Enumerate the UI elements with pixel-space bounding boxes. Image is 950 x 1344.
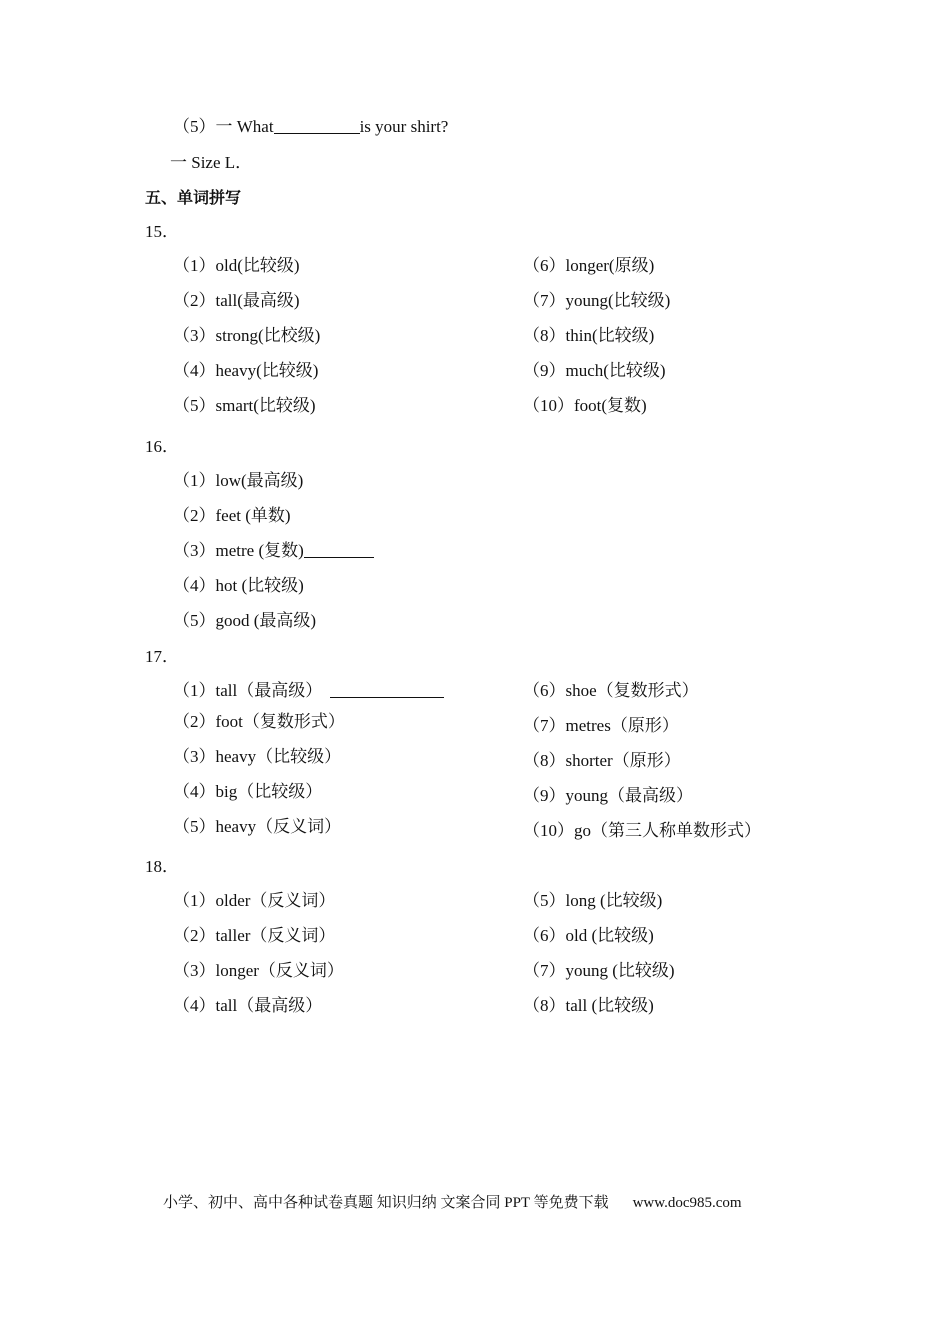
answer-blank[interactable] — [274, 117, 360, 134]
q17-item: （6）shoe（复数形式） — [523, 681, 699, 700]
q18-number: 18． — [145, 857, 179, 876]
q17-item-with-blank — [173, 680, 444, 702]
q15-item: （2）tall(最高级) — [173, 291, 300, 310]
q17-item: （5）heavy（反义词） — [173, 817, 342, 836]
q17-item: （7）metres（原形） — [523, 716, 679, 735]
section-heading: 五、单词拼写 — [145, 188, 242, 207]
q15-item: （6）longer(原级) — [523, 256, 655, 275]
q17-number: 17． — [145, 647, 179, 666]
q15-item: （5）smart(比较级) — [173, 396, 316, 415]
q15-item: （10）foot(复数) — [523, 396, 647, 415]
q15-item: （7）young(比较级) — [523, 291, 671, 310]
q15-item: （3）strong(比校级) — [173, 326, 321, 345]
q16-item: （4）hot (比较级) — [173, 576, 304, 595]
q17-item: （2）foot（复数形式） — [173, 712, 345, 731]
q18-item: （4）tall（最高级） — [173, 996, 323, 1015]
answer-blank[interactable] — [330, 681, 444, 698]
q16-item: （2）feet (单数) — [173, 506, 291, 525]
q16-item: （1）low(最高级) — [173, 471, 304, 490]
q5-line1 — [173, 116, 448, 138]
q17-item: （1）tall（最高级） — [173, 681, 323, 700]
q17-item: （4）big（比较级） — [173, 782, 323, 801]
q18-item: （2）taller（反义词） — [173, 926, 336, 945]
q5-suffix: is your shirt? — [359, 117, 449, 136]
q15-item: （4）heavy(比较级) — [173, 361, 319, 380]
page-footer — [163, 1191, 742, 1212]
q16-number: 16． — [145, 437, 179, 456]
footer-text: 小学、初中、高中各种试卷真题 知识归纳 文案合同 PPT 等免费下载 — [163, 1195, 609, 1211]
q16-item: （5）good (最高级) — [173, 611, 317, 630]
q16-item: （3）metre (复数) — [173, 541, 304, 560]
q15-item: （1）old(比较级) — [173, 256, 300, 275]
q18-item: （3）longer（反义词） — [173, 961, 344, 980]
q17-item: （9）young（最高级） — [523, 786, 693, 805]
q18-item: （7）young (比较级) — [523, 961, 675, 980]
q15-item: （8）thin(比较级) — [523, 326, 655, 345]
q17-item: （3）heavy（比较级） — [173, 747, 342, 766]
q18-item: （5）long (比较级) — [523, 891, 663, 910]
q17-item: （8）shorter（原形） — [523, 751, 681, 770]
q5-prefix: （5）一 What — [173, 117, 274, 136]
q15-item: （9）much(比较级) — [523, 361, 666, 380]
q17-item: （10）go（第三人称单数形式） — [523, 821, 761, 840]
q5-line2: 一 Size L． — [170, 153, 253, 172]
answer-blank[interactable] — [304, 541, 374, 558]
q15-number: 15． — [145, 222, 179, 241]
q18-item: （8）tall (比较级) — [523, 996, 654, 1015]
footer-url[interactable]: www.doc985.com — [632, 1195, 742, 1211]
q16-item-with-blank — [173, 540, 374, 562]
q18-item: （6）old (比较级) — [523, 926, 654, 945]
q18-item: （1）older（反义词） — [173, 891, 336, 910]
